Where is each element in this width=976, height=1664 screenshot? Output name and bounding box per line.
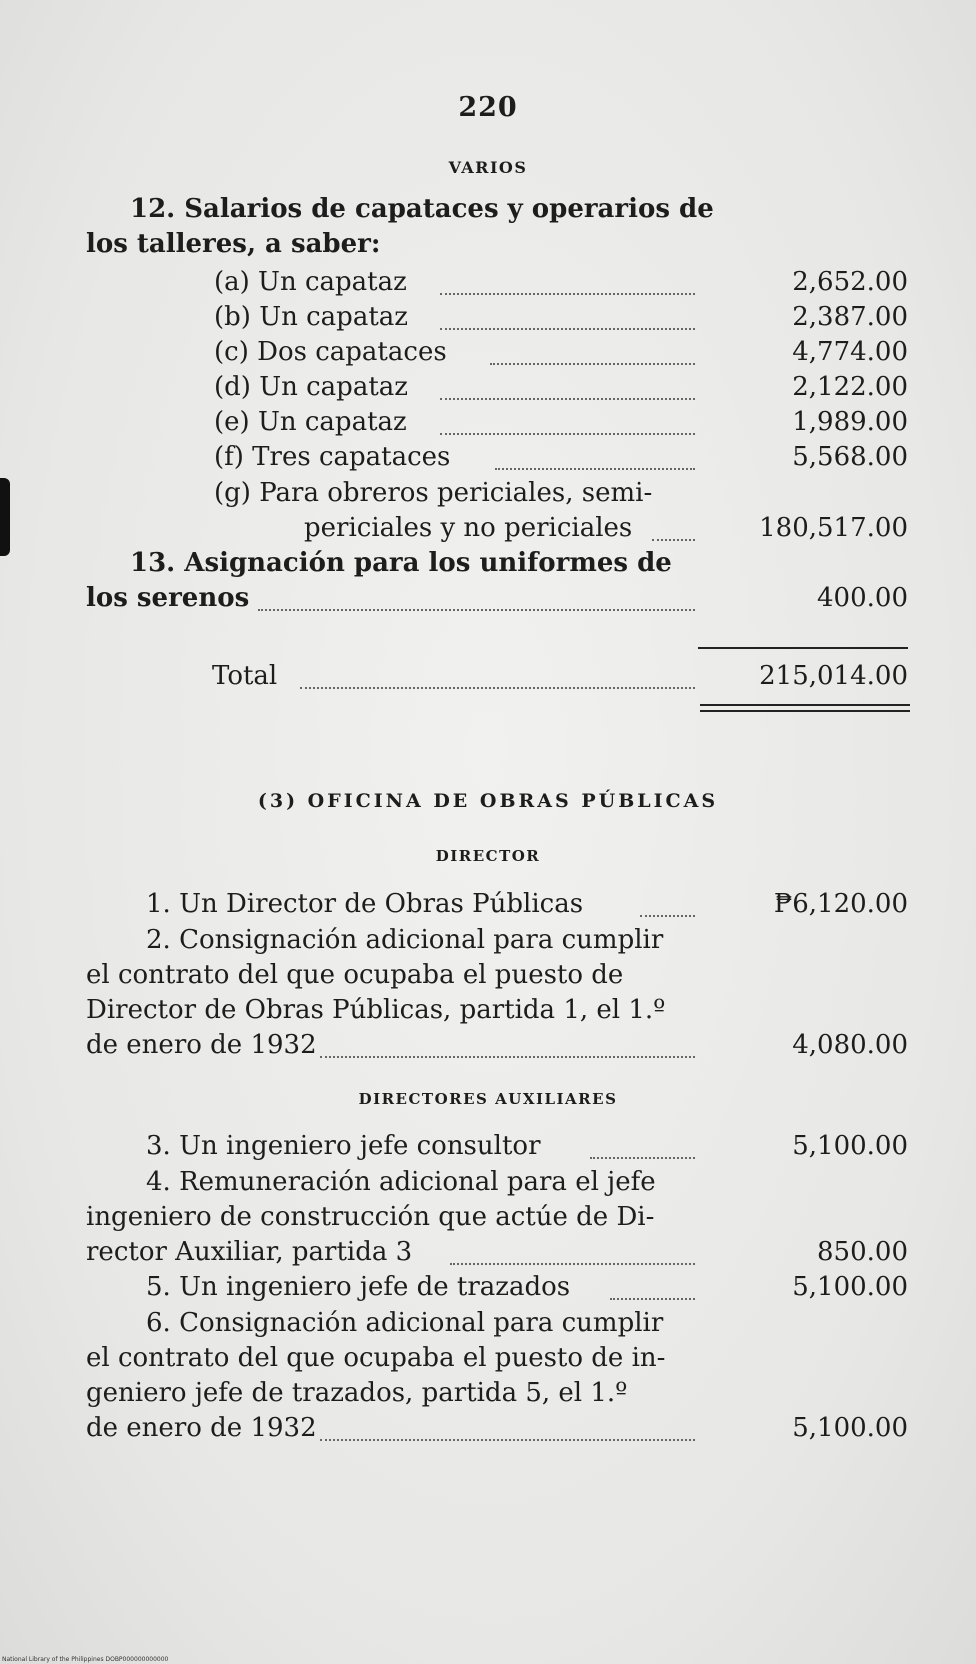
item-2-line-1: 2. Consignación adicional para cumplir bbox=[146, 925, 664, 955]
item-12-e-amount: 1,989.00 bbox=[792, 407, 908, 437]
item-12-d-label: (d) Un capataz bbox=[214, 372, 408, 402]
item-5-text: 5. Un ingeniero jefe de trazados bbox=[146, 1272, 571, 1302]
item-6-line-3: geniero jefe de trazados, partida 5, el 1.º bbox=[86, 1378, 628, 1408]
leader-dots bbox=[490, 360, 695, 365]
item-12-a-amount: 2,652.00 bbox=[792, 267, 908, 297]
sum-rule bbox=[698, 647, 908, 649]
leader-dots bbox=[440, 325, 695, 330]
double-rule-bottom bbox=[700, 710, 910, 712]
item-4-amount: 850.00 bbox=[817, 1237, 908, 1267]
item-12-b-amount: 2,387.00 bbox=[792, 302, 908, 332]
item-12-c-amount: 4,774.00 bbox=[792, 337, 908, 367]
item-2-line-2: el contrato del que ocupaba el puesto de bbox=[86, 960, 624, 990]
item-6-line-1: 6. Consignación adicional para cumplir bbox=[146, 1308, 664, 1338]
leader-dots bbox=[320, 1053, 695, 1058]
leader-dots bbox=[440, 430, 695, 435]
item-12-e-label: (e) Un capataz bbox=[214, 407, 407, 437]
item-4-line-1: 4. Remuneración adicional para el jefe bbox=[146, 1167, 656, 1197]
item-12-b-label: (b) Un capataz bbox=[214, 302, 408, 332]
item-12-f-label: (f) Tres capataces bbox=[214, 442, 451, 472]
item-12-line-1: 12. Salarios de capataces y operarios de bbox=[130, 194, 714, 224]
binding-shadow bbox=[0, 478, 10, 556]
leader-dots bbox=[320, 1436, 695, 1441]
item-12-d-amount: 2,122.00 bbox=[792, 372, 908, 402]
leader-dots bbox=[640, 912, 695, 917]
leader-dots bbox=[300, 684, 695, 689]
item-2-line-3: Director de Obras Públicas, partida 1, el 1.º bbox=[86, 995, 666, 1025]
item-12-line-2: los talleres, a saber: bbox=[86, 229, 381, 259]
leader-dots bbox=[440, 290, 695, 295]
item-13-line-1: 13. Asignación para los uniformes de bbox=[130, 548, 672, 578]
leader-dots bbox=[450, 1260, 695, 1265]
leader-dots bbox=[440, 395, 695, 400]
item-3-amount: 5,100.00 bbox=[792, 1131, 908, 1161]
item-13-line-2: los serenos bbox=[86, 583, 250, 613]
item-12-g-amount: 180,517.00 bbox=[759, 513, 908, 543]
aux-directors-heading: DIRECTORES AUXILIARES bbox=[358, 1090, 618, 1108]
office-heading: (3) OFICINA DE OBRAS PÚBLICAS bbox=[257, 790, 719, 812]
total-amount: 215,014.00 bbox=[759, 661, 908, 691]
director-heading: DIRECTOR bbox=[435, 847, 541, 865]
leader-dots bbox=[652, 536, 695, 541]
item-6-line-2: el contrato del que ocupaba el puesto de in- bbox=[86, 1343, 666, 1373]
item-12-c-label: (c) Dos capataces bbox=[214, 337, 447, 367]
leader-dots bbox=[258, 606, 695, 611]
item-6-amount: 5,100.00 bbox=[792, 1413, 908, 1443]
section-header-varios: VARIOS bbox=[448, 158, 528, 177]
item-12-a-label: (a) Un capataz bbox=[214, 267, 407, 297]
item-13-amount: 400.00 bbox=[817, 583, 908, 613]
item-12-g-label-1: (g) Para obreros periciales, semi- bbox=[214, 478, 653, 508]
item-4-line-2: ingeniero de construcción que actúe de Di- bbox=[86, 1202, 655, 1232]
page-number: 220 bbox=[458, 92, 518, 123]
item-6-line-4: de enero de 1932 bbox=[86, 1413, 317, 1443]
item-4-line-3: rector Auxiliar, partida 3 bbox=[86, 1237, 413, 1267]
item-3-text: 3. Un ingeniero jefe consultor bbox=[146, 1131, 541, 1161]
total-label: Total bbox=[212, 661, 278, 691]
item-2-line-4: de enero de 1932 bbox=[86, 1030, 317, 1060]
item-5-amount: 5,100.00 bbox=[792, 1272, 908, 1302]
leader-dots bbox=[610, 1295, 695, 1300]
item-1-text: 1. Un Director de Obras Públicas bbox=[146, 889, 584, 919]
item-12-f-amount: 5,568.00 bbox=[792, 442, 908, 472]
item-12-g-label-2: periciales y no periciales bbox=[304, 513, 633, 543]
footer-watermark: National Library of the Philippines DOBP000000000000 bbox=[2, 1656, 169, 1663]
item-1-amount: ₱6,120.00 bbox=[773, 889, 908, 919]
item-2-amount: 4,080.00 bbox=[792, 1030, 908, 1060]
leader-dots bbox=[495, 465, 695, 470]
double-rule-top bbox=[700, 704, 910, 706]
leader-dots bbox=[590, 1154, 695, 1159]
